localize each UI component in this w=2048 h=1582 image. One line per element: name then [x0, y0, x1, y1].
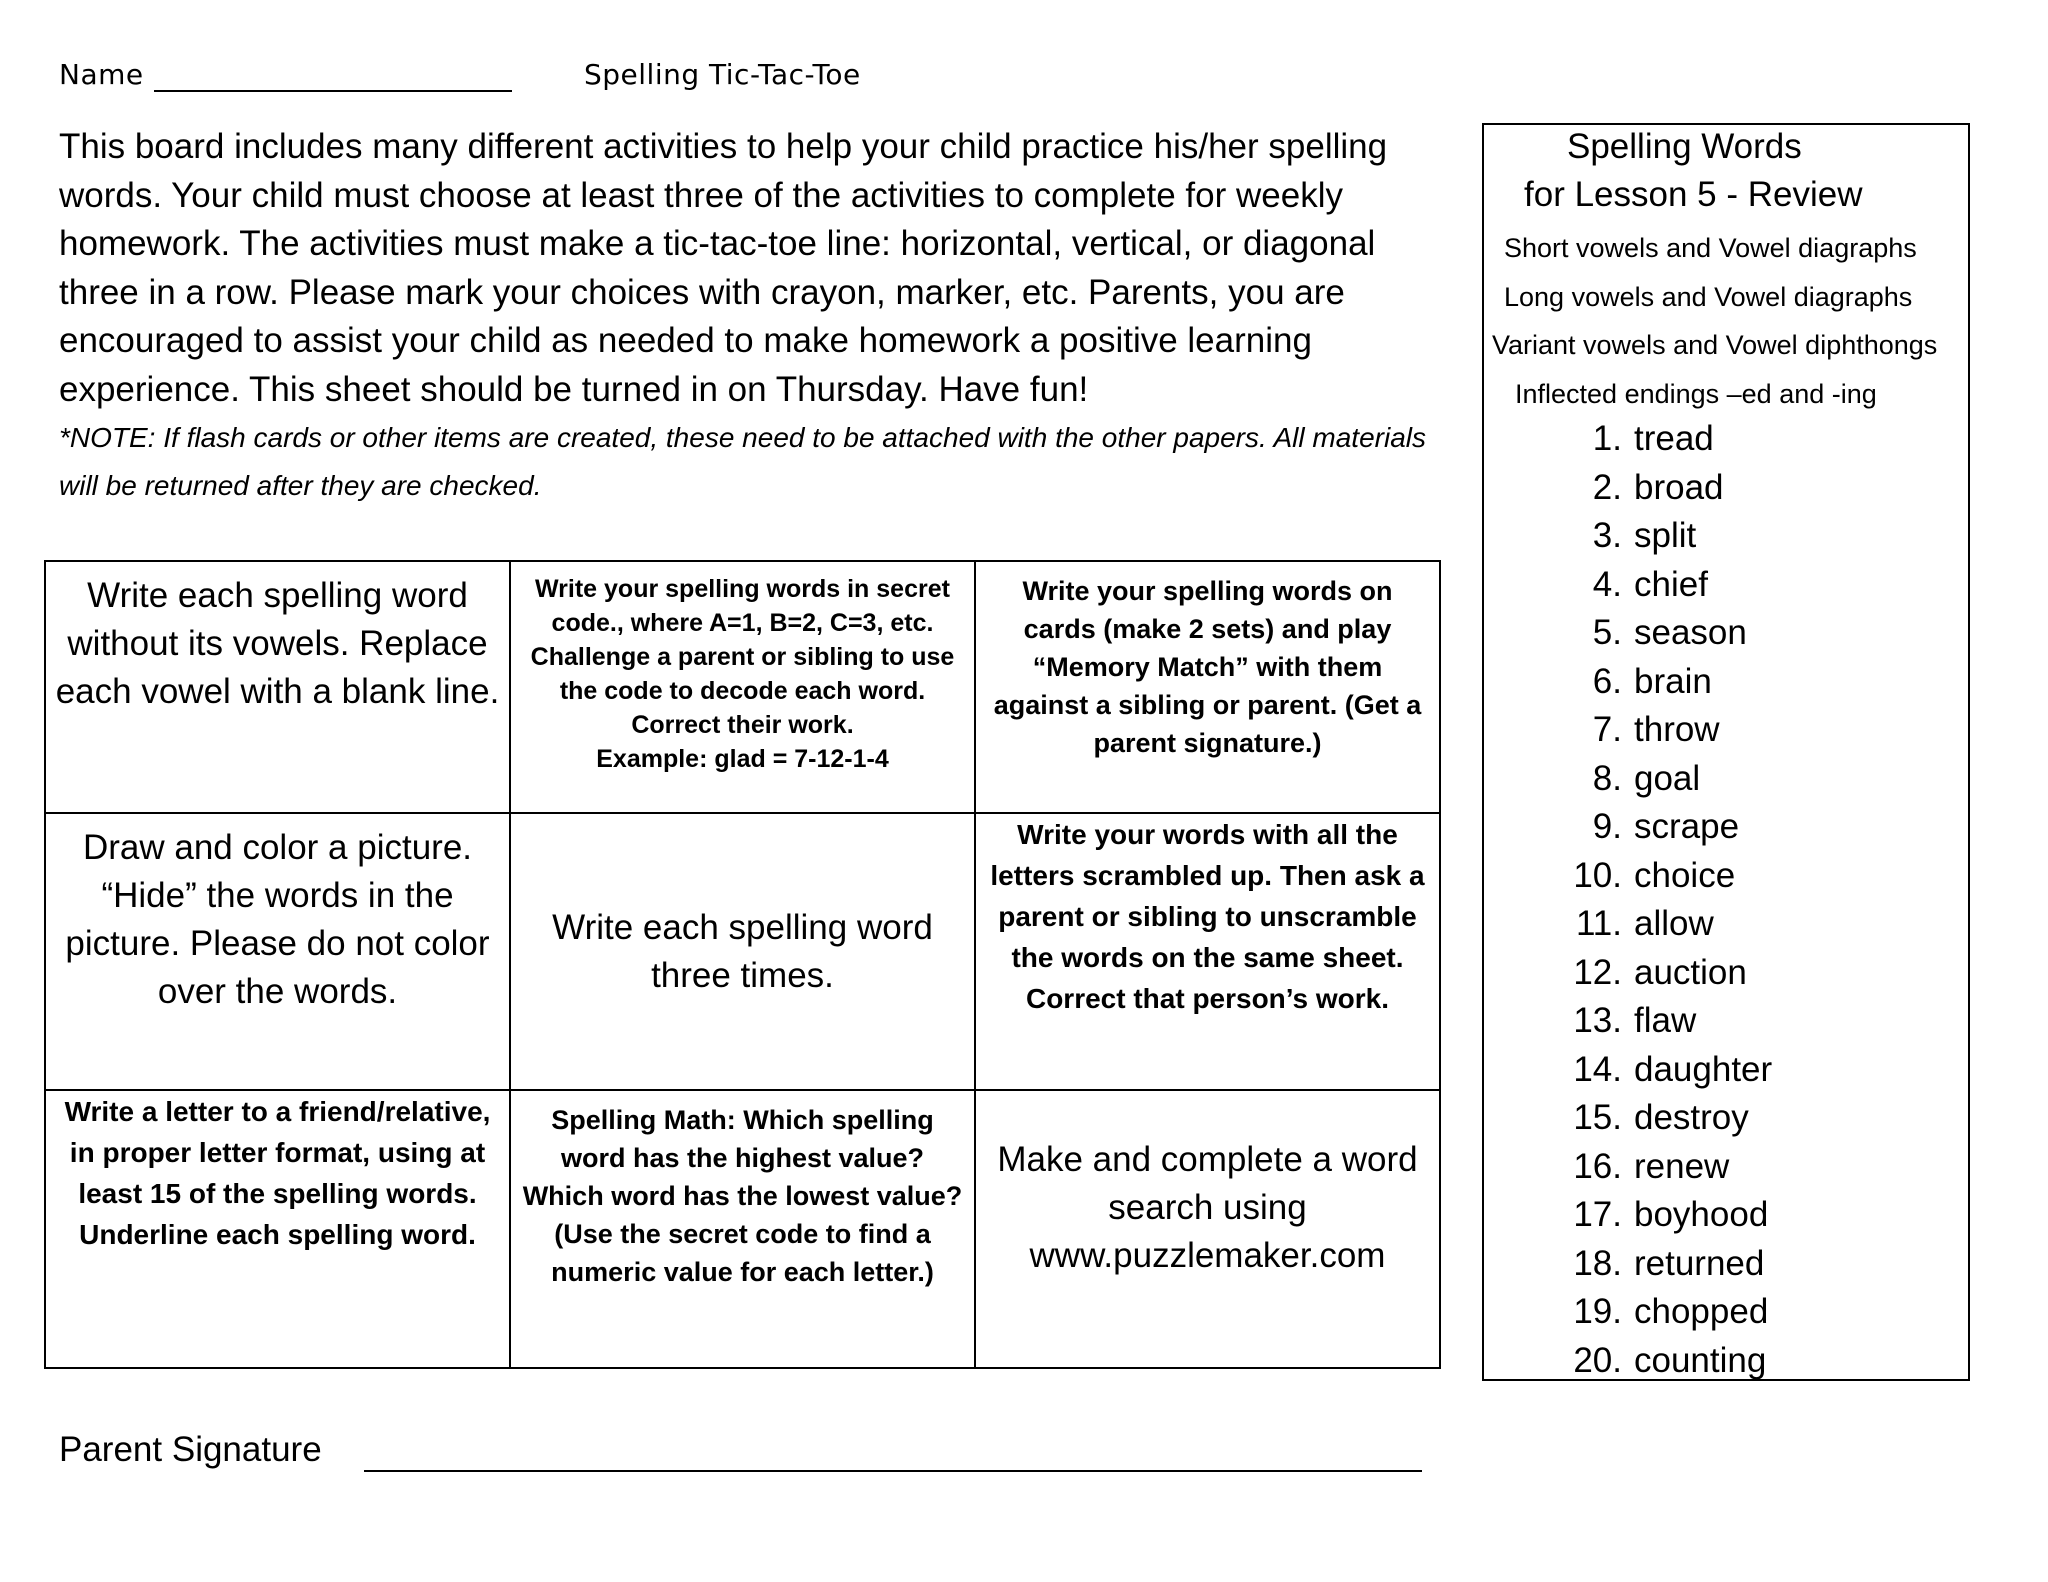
list-item: 11. allow [1575, 904, 1714, 943]
list-item: 19. chopped [1573, 1292, 1769, 1331]
list-item: 10. choice [1573, 855, 1736, 895]
worksheet-header [59, 58, 1459, 98]
name-label: Name [59, 58, 144, 91]
board-row [45, 813, 1440, 1090]
list-item: 3. split [1592, 516, 1697, 555]
list-item: 13. flaw [1573, 1001, 1697, 1040]
worksheet-title: Spelling Tic-Tac-Toe [584, 58, 861, 91]
category-inflected-endings: Inflected endings –ed and -ing [1515, 379, 1877, 409]
board-row [45, 1090, 1440, 1368]
panel-title-line1: Spelling Words [1567, 127, 1802, 166]
board-row [45, 561, 1440, 813]
activity-secret-code-text: Write your spelling words in secret code., where A=1, B=2, C=3, etc. Challenge a parent or sibling to use the code to decode each word. Correct their work. [530, 575, 955, 739]
activity-hide-words-picture: Draw and color a picture. “Hide” the words in the picture. Please do not color over the words. [45, 813, 510, 1090]
tic-tac-toe-board [44, 560, 1441, 1369]
activity-write-letter: Write a letter to a friend/relative, in proper letter format, using at least 15 of the spelling words. Underline each spelling word. [45, 1090, 510, 1368]
parent-signature-line [364, 1470, 1422, 1472]
category-long-vowels: Long vowels and Vowel diagraphs [1504, 282, 1913, 312]
activity-scrambled-words: Write your words with all the letters scrambled up. Then ask a parent or sibling to unscramble the words on the same sheet. Correct that person’s work. [975, 813, 1440, 1090]
parent-signature [59, 1430, 1459, 1480]
list-item: 14. daughter [1573, 1049, 1773, 1089]
spelling-word-list [1484, 415, 1772, 1385]
activity-secret-code [510, 561, 975, 813]
list-item: 15. destroy [1573, 1098, 1749, 1137]
list-item: 16. renew [1573, 1146, 1730, 1186]
activity-three-times: Write each spelling word three times. [510, 813, 975, 1090]
list-item: 4. chief [1592, 564, 1708, 604]
list-item: 7. throw [1592, 710, 1720, 749]
instructions [59, 123, 1459, 510]
list-item: 6. brain [1592, 661, 1712, 701]
category-short-vowels: Short vowels and Vowel diagraphs [1504, 233, 1917, 263]
activity-memory-match: Write your spelling words on cards (make 2 sets) and play “Memory Match” with them against a sibling or parent. (Get a parent signature.) [975, 561, 1440, 813]
spelling-words-panel [1482, 123, 1970, 1381]
list-item: 17. boyhood [1573, 1195, 1769, 1234]
instructions-note: *NOTE: If flash cards or other items are created, these need to be attached with the other papers. All materials will be returned after they are checked. [59, 422, 1426, 501]
list-item: 18. returned [1573, 1243, 1765, 1283]
activity-no-vowels: Write each spelling word without its vowels. Replace each vowel with a blank line. [45, 561, 510, 813]
activity-secret-code-example: Example: glad = 7-12-1-4 [596, 745, 889, 773]
list-item: 20. counting [1573, 1340, 1767, 1380]
list-item: 2. broad [1592, 467, 1724, 507]
list-item: 9. scrape [1592, 807, 1740, 846]
panel-title-line2: for Lesson 5 - Review [1524, 175, 1863, 214]
activity-spelling-math: Spelling Math: Which spelling word has the highest value? Which word has the lowest value? (Use the secret code to find a numeric value for each letter.) [510, 1090, 975, 1368]
category-variant-vowels: Variant vowels and Vowel diphthongs [1492, 330, 1938, 360]
activity-word-search: Make and complete a word search using www.puzzlemaker.com [975, 1090, 1440, 1368]
list-item: 1. tread [1592, 419, 1714, 458]
list-item: 5. season [1592, 613, 1747, 652]
list-item: 8. goal [1592, 758, 1701, 798]
parent-signature-label: Parent Signature [59, 1430, 322, 1469]
list-item: 12. auction [1573, 952, 1747, 992]
instructions-text: This board includes many different activities to help your child practice his/her spelling words. Your child must choose at least three of the activities to complete for weekly homework. The activities must make a tic-tac-toe line: horizontal, vertical, or diagonal three in a row. Please mark your choices with crayon, marker, etc. Parents, you are encouraged to assist your child as needed to make homework a positive learning experience. This sheet should be turned in on Thursday. Have fun! [59, 127, 1388, 409]
name-blank-line [154, 90, 512, 92]
